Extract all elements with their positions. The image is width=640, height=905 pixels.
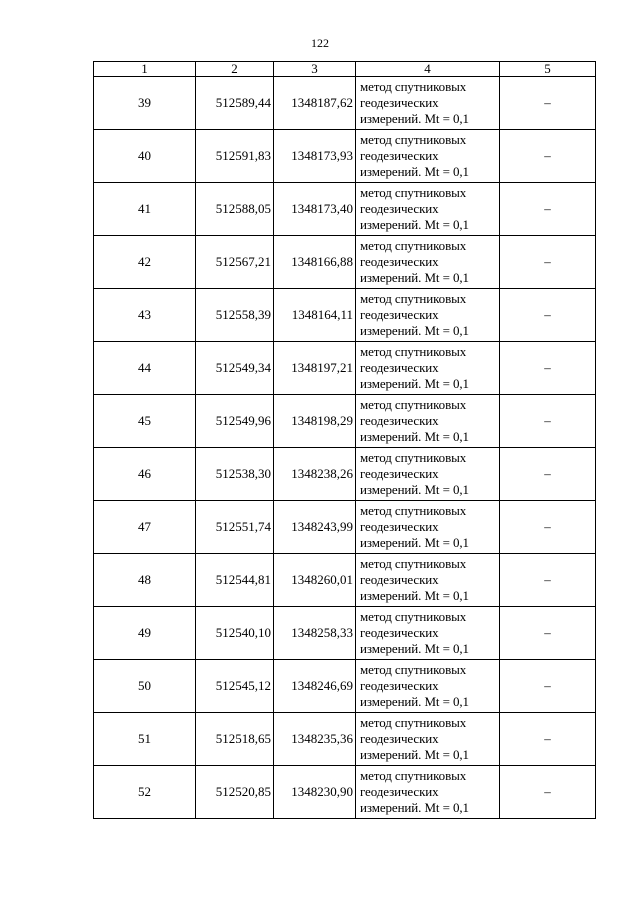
point-number: 48 <box>94 554 196 607</box>
point-number: 41 <box>94 183 196 236</box>
column-header: 1 <box>94 62 196 77</box>
point-number: 51 <box>94 713 196 766</box>
coordinate-x: 512549,34 <box>196 342 274 395</box>
note-cell: – <box>500 766 596 819</box>
column-header: 4 <box>356 62 500 77</box>
point-number: 46 <box>94 448 196 501</box>
measurement-method: метод спутниковых геодезических измерений. Mt = 0,1 <box>356 183 500 236</box>
coordinate-y: 1348166,88 <box>274 236 356 289</box>
note-cell: – <box>500 607 596 660</box>
table-row <box>94 77 596 130</box>
measurement-method: метод спутниковых геодезических измерений. Mt = 0,1 <box>356 342 500 395</box>
column-header: 5 <box>500 62 596 77</box>
point-number: 39 <box>94 77 196 130</box>
table-row <box>94 289 596 342</box>
column-header: 3 <box>274 62 356 77</box>
coordinate-y: 1348243,99 <box>274 501 356 554</box>
page-number: 122 <box>311 36 329 50</box>
point-number: 42 <box>94 236 196 289</box>
point-number: 40 <box>94 130 196 183</box>
table-row <box>94 554 596 607</box>
table-header-row <box>94 62 596 77</box>
note-cell: – <box>500 501 596 554</box>
coordinate-x: 512540,10 <box>196 607 274 660</box>
note-cell: – <box>500 236 596 289</box>
coordinate-y: 1348238,26 <box>274 448 356 501</box>
note-cell: – <box>500 554 596 607</box>
table-row <box>94 130 596 183</box>
coordinate-x: 512518,65 <box>196 713 274 766</box>
coordinate-y: 1348173,93 <box>274 130 356 183</box>
measurement-method: метод спутниковых геодезических измерений. Mt = 0,1 <box>356 77 500 130</box>
coordinate-y: 1348235,36 <box>274 713 356 766</box>
coordinate-x: 512591,83 <box>196 130 274 183</box>
coordinate-y: 1348197,21 <box>274 342 356 395</box>
coordinate-y: 1348187,62 <box>274 77 356 130</box>
note-cell: – <box>500 713 596 766</box>
measurement-method: метод спутниковых геодезических измерений. Mt = 0,1 <box>356 130 500 183</box>
table-row <box>94 660 596 713</box>
point-number: 49 <box>94 607 196 660</box>
table-row <box>94 448 596 501</box>
point-number: 43 <box>94 289 196 342</box>
coordinate-y: 1348260,01 <box>274 554 356 607</box>
note-cell: – <box>500 448 596 501</box>
note-cell: – <box>500 289 596 342</box>
measurement-method: метод спутниковых геодезических измерений. Mt = 0,1 <box>356 554 500 607</box>
point-number: 52 <box>94 766 196 819</box>
point-number: 50 <box>94 660 196 713</box>
note-cell: – <box>500 183 596 236</box>
measurement-method: метод спутниковых геодезических измерений. Mt = 0,1 <box>356 660 500 713</box>
coordinate-x: 512588,05 <box>196 183 274 236</box>
table-row <box>94 342 596 395</box>
coordinate-x: 512538,30 <box>196 448 274 501</box>
coordinate-y: 1348258,33 <box>274 607 356 660</box>
coordinate-x: 512567,21 <box>196 236 274 289</box>
point-number: 47 <box>94 501 196 554</box>
table-row <box>94 501 596 554</box>
table-row <box>94 183 596 236</box>
coordinate-x: 512544,81 <box>196 554 274 607</box>
measurement-method: метод спутниковых геодезических измерений. Mt = 0,1 <box>356 236 500 289</box>
note-cell: – <box>500 77 596 130</box>
coordinate-x: 512545,12 <box>196 660 274 713</box>
coordinate-x: 512558,39 <box>196 289 274 342</box>
note-cell: – <box>500 660 596 713</box>
coordinate-y: 1348246,69 <box>274 660 356 713</box>
measurement-method: метод спутниковых геодезических измерений. Mt = 0,1 <box>356 607 500 660</box>
table-row <box>94 607 596 660</box>
coordinate-y: 1348230,90 <box>274 766 356 819</box>
table-row <box>94 766 596 819</box>
measurement-method: метод спутниковых геодезических измерений. Mt = 0,1 <box>356 448 500 501</box>
table-row <box>94 395 596 448</box>
point-number: 45 <box>94 395 196 448</box>
point-number: 44 <box>94 342 196 395</box>
table-row <box>94 236 596 289</box>
note-cell: – <box>500 130 596 183</box>
table-row <box>94 713 596 766</box>
measurement-method: метод спутниковых геодезических измерений. Mt = 0,1 <box>356 395 500 448</box>
column-header: 2 <box>196 62 274 77</box>
measurement-method: метод спутниковых геодезических измерений. Mt = 0,1 <box>356 289 500 342</box>
coordinate-y: 1348173,40 <box>274 183 356 236</box>
coordinate-x: 512551,74 <box>196 501 274 554</box>
measurement-method: метод спутниковых геодезических измерений. Mt = 0,1 <box>356 766 500 819</box>
measurement-method: метод спутниковых геодезических измерений. Mt = 0,1 <box>356 713 500 766</box>
measurement-method: метод спутниковых геодезических измерений. Mt = 0,1 <box>356 501 500 554</box>
coordinate-x: 512549,96 <box>196 395 274 448</box>
coordinate-y: 1348164,11 <box>274 289 356 342</box>
note-cell: – <box>500 342 596 395</box>
coordinate-y: 1348198,29 <box>274 395 356 448</box>
note-cell: – <box>500 395 596 448</box>
coordinate-x: 512520,85 <box>196 766 274 819</box>
coordinate-x: 512589,44 <box>196 77 274 130</box>
coordinates-table <box>93 61 596 819</box>
